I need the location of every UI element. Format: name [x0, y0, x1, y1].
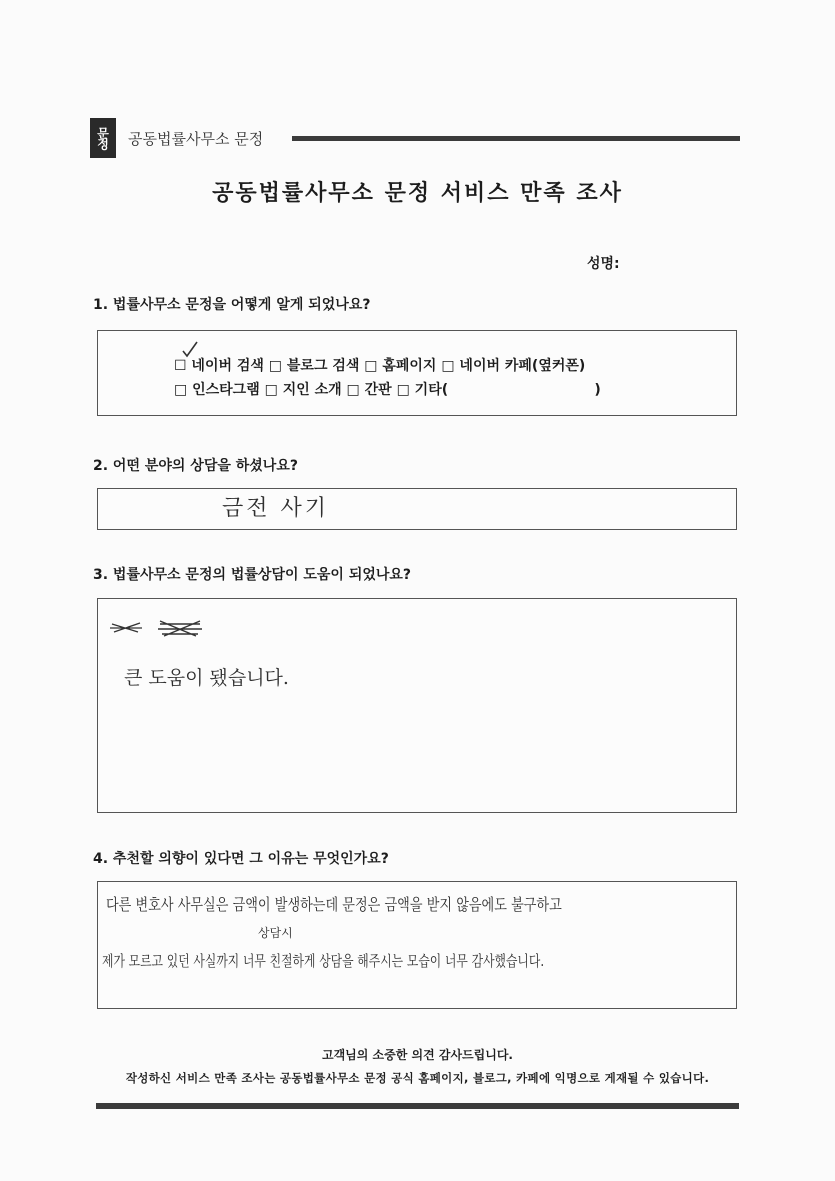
logo — [90, 118, 116, 158]
logo-text: 문정 — [95, 127, 110, 149]
answer-2-handwriting: 금전 사기 — [222, 496, 330, 521]
page-title: 공동법률사무소 문정 서비스 만족 조사 — [212, 181, 623, 206]
options-line-1: ☐ 네이버 검색 □ 블로그 검색 □ 홈페이지 □ 네이버 카페(옆커폰) — [174, 358, 586, 374]
answer-4-insert: 상담시 — [258, 926, 293, 940]
thanks-message: 고객님의 소중한 의견 감사드립니다. — [322, 1048, 513, 1062]
publication-notice: 작성하신 서비스 만족 조사는 공동법률사무소 문정 공식 홈페이지, 블로그, 카페에 익명으로 게재될 수 있습니다. — [125, 1071, 710, 1085]
footer-rule — [96, 1103, 739, 1109]
answer-box-2[interactable] — [97, 488, 737, 530]
header-rule — [292, 136, 740, 141]
answer-4-line-1: 다른 변호사 사무실은 금액이 발생하는데 문정은 금액을 받지 않음에도 불구하고 — [106, 895, 562, 914]
check-mark-icon — [181, 340, 199, 360]
question-2: 2. 어떤 분야의 상담을 하셨나요? — [93, 458, 298, 474]
question-4: 4. 추천할 의향이 있다면 그 이유는 무엇인가요? — [93, 851, 389, 867]
name-label: 성명: — [587, 256, 620, 272]
question-3: 3. 법률사무소 문정의 법률상담이 도움이 되었나요? — [93, 567, 412, 583]
answer-4-line-2: 제가 모르고 있던 사실까지 너무 친절하게 상담을 해주시는 모습이 너무 감사했습니다. — [102, 952, 545, 970]
answer-3-handwriting: 큰 도움이 됐습니다. — [124, 667, 289, 689]
crossed-out-scribble — [108, 616, 204, 640]
answer-box-4[interactable] — [97, 881, 737, 1009]
options-line-2: □ 인스타그램 □ 지인 소개 □ 간판 □ 기타( ) — [174, 382, 601, 398]
question-1: 1. 법률사무소 문정을 어떻게 알게 되었나요? — [93, 297, 371, 313]
org-name: 공동법률사무소 문정 — [128, 130, 264, 148]
